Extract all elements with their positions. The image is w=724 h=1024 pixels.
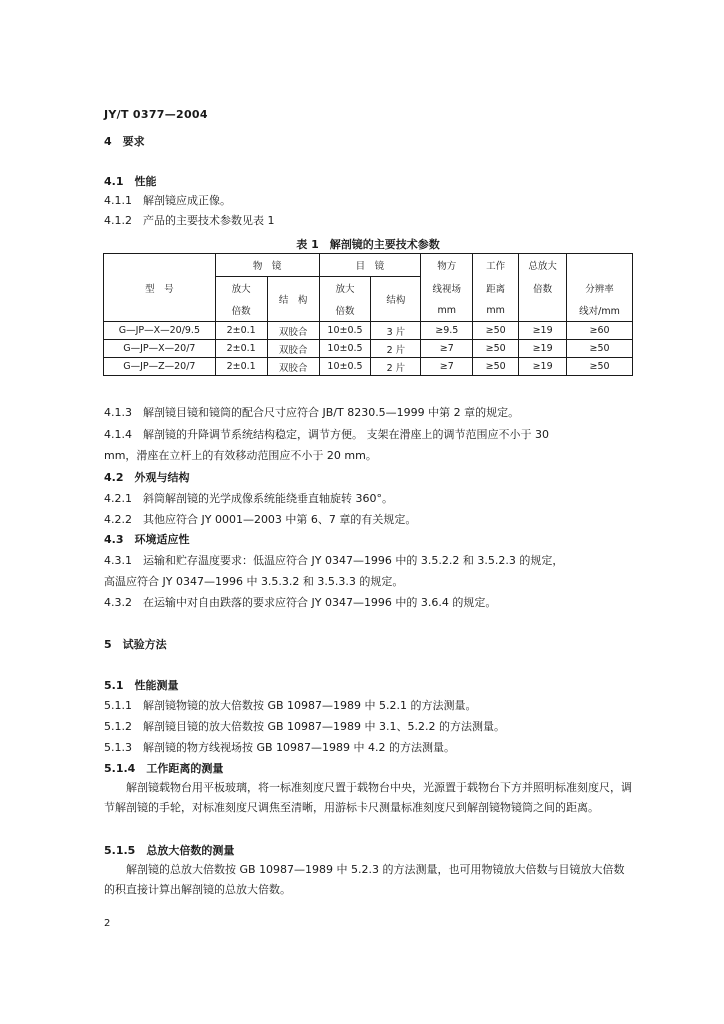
- clause-4-3-1-line-1: 4.3.1 运输和贮存温度要求：低温应符合 JY 0347—1996 中的 3.5.2.2 和 3.5.2.3 的规定，: [104, 554, 564, 567]
- header-res-top: [567, 254, 633, 277]
- cell-eye-mag: 10±0.5: [319, 322, 371, 340]
- clause-4-1-2: 4.1.2 产品的主要技术参数见表 1: [104, 214, 275, 227]
- cell-eye-struct: 2 片: [371, 358, 421, 376]
- page-number: 2: [104, 918, 111, 929]
- header-wd-2: 距离: [473, 277, 519, 300]
- table-row: [104, 358, 633, 376]
- cell-res: ≥50: [567, 358, 633, 376]
- cell-obj-mag: 2±0.1: [215, 340, 267, 358]
- table-header-row-1: [104, 254, 633, 277]
- header-total-1: 总放大: [519, 254, 567, 277]
- clause-5-1-3: 5.1.3 解剖镜的物方线视场按 GB 10987—1989 中 4.2 的方法测量。: [104, 741, 456, 754]
- table-row: [104, 340, 633, 358]
- cell-res: ≥50: [567, 340, 633, 358]
- cell-model: G—JP—Z—20/7: [104, 358, 216, 376]
- section-4-2-heading: 4.2 外观与结构: [104, 471, 190, 484]
- cell-field: ≥7: [421, 358, 473, 376]
- cell-total: ≥19: [519, 358, 567, 376]
- header-res-2: 线对/mm: [567, 299, 633, 322]
- clause-5-1-2: 5.1.2 解剖镜目镜的放大倍数按 GB 10987—1989 中 3.1、5.2.2 的方法测量。: [104, 720, 506, 733]
- cell-wd: ≥50: [473, 322, 519, 340]
- header-res-1: 分辨率: [567, 277, 633, 300]
- table-1-title: 表 1 解剖镜的主要技术参数: [296, 238, 440, 251]
- section-4-1-heading: 4.1 性能: [104, 175, 157, 188]
- header-field-mm: mm: [421, 299, 473, 322]
- table-row: [104, 322, 633, 340]
- clause-5-1-5-paragraph: 解剖镜的总放大倍数按 GB 10987—1989 中 5.2.3 的方法测量，也可用物镜放大倍数与目镜放大倍数的积直接计算出解剖镜的总放大倍数。: [104, 863, 625, 896]
- clause-4-2-1: 4.2.1 斜筒解剖镜的光学成像系统能绕垂直轴旋转 360°。: [104, 492, 393, 505]
- cell-eye-struct: 3 片: [371, 322, 421, 340]
- spec-table: [103, 253, 633, 376]
- cell-total: ≥19: [519, 322, 567, 340]
- section-4-3-heading: 4.3 环境适应性: [104, 533, 190, 546]
- section-5-heading: 5 试验方法: [104, 638, 167, 651]
- header-obj-mag: 放大: [215, 277, 267, 300]
- cell-obj-mag: 2±0.1: [215, 322, 267, 340]
- clause-4-3-2: 4.3.2 在运输中对自由跌落的要求应符合 JY 0347—1996 中的 3.6.4 的规定。: [104, 596, 497, 609]
- clause-4-1-3: 4.1.3 解剖镜目镜和镜筒的配合尺寸应符合 JB/T 8230.5—1999 中第 2 章的规定。: [104, 406, 520, 419]
- header-objective: 物 镜: [215, 254, 319, 277]
- cell-model: G—JP—X—20/9.5: [104, 322, 216, 340]
- cell-eye-mag: 10±0.5: [319, 340, 371, 358]
- section-5-1-heading: 5.1 性能测量: [104, 679, 179, 692]
- cell-field: ≥7: [421, 340, 473, 358]
- header-field-1: 物方: [421, 254, 473, 277]
- clause-4-1-4-line-1: 4.1.4 解剖镜的升降调节系统结构稳定，调节方便。 支架在滑座上的调节范围应不小于 30: [104, 428, 549, 441]
- standard-code-header: JY/T 0377—2004: [104, 108, 208, 121]
- clause-4-1-1: 4.1.1 解剖镜应成正像。: [104, 194, 231, 207]
- clause-5-1-1: 5.1.1 解剖镜物镜的放大倍数按 GB 10987—1989 中 5.2.1 的方法测量。: [104, 699, 477, 712]
- header-eye-struct: 结构: [371, 277, 421, 322]
- section-4-heading: 4 要求: [104, 135, 145, 148]
- header-eye-times: 倍数: [319, 299, 371, 322]
- clause-4-3-1-line-2: 高温应符合 JY 0347—1996 中 3.5.3.2 和 3.5.3.3 的规定。: [104, 575, 404, 588]
- clause-4-2-2: 4.2.2 其他应符合 JY 0001—2003 中第 6、7 章的有关规定。: [104, 513, 417, 526]
- clause-5-1-4-heading: 5.1.4 工作距离的测量: [104, 762, 224, 775]
- cell-res: ≥60: [567, 322, 633, 340]
- header-eye-mag: 放大: [319, 277, 371, 300]
- header-total-2: 倍数: [519, 277, 567, 300]
- cell-obj-struct: 双胶合: [267, 340, 319, 358]
- header-total-blank: [519, 299, 567, 322]
- cell-wd: ≥50: [473, 358, 519, 376]
- cell-obj-struct: 双胶合: [267, 322, 319, 340]
- cell-wd: ≥50: [473, 340, 519, 358]
- header-obj-times: 倍数: [215, 299, 267, 322]
- cell-obj-mag: 2±0.1: [215, 358, 267, 376]
- cell-field: ≥9.5: [421, 322, 473, 340]
- header-eyepiece: 目 镜: [319, 254, 421, 277]
- header-wd-1: 工作: [473, 254, 519, 277]
- cell-total: ≥19: [519, 340, 567, 358]
- header-model: 型 号: [104, 254, 216, 322]
- clause-4-1-4-line-2: mm，滑座在立杆上的有效移动范围应不小于 20 mm。: [104, 449, 377, 462]
- header-field-2: 线视场: [421, 277, 473, 300]
- clause-5-1-5-heading: 5.1.5 总放大倍数的测量: [104, 844, 235, 857]
- cell-obj-struct: 双胶合: [267, 358, 319, 376]
- header-obj-struct: 结 构: [267, 277, 319, 322]
- clause-5-1-4-paragraph: 解剖镜载物台用平板玻璃，将一标准刻度尺置于载物台中央，光源置于载物台下方并照明标准刻度尺，调节解剖镜的手轮，对标准刻度尺调焦至清晰，用游标卡尺测量标准刻度尺到解剖镜物镜筒之间的距离。: [104, 781, 632, 814]
- cell-eye-struct: 2 片: [371, 340, 421, 358]
- cell-eye-mag: 10±0.5: [319, 358, 371, 376]
- header-wd-mm: mm: [473, 299, 519, 322]
- cell-model: G—JP—X—20/7: [104, 340, 216, 358]
